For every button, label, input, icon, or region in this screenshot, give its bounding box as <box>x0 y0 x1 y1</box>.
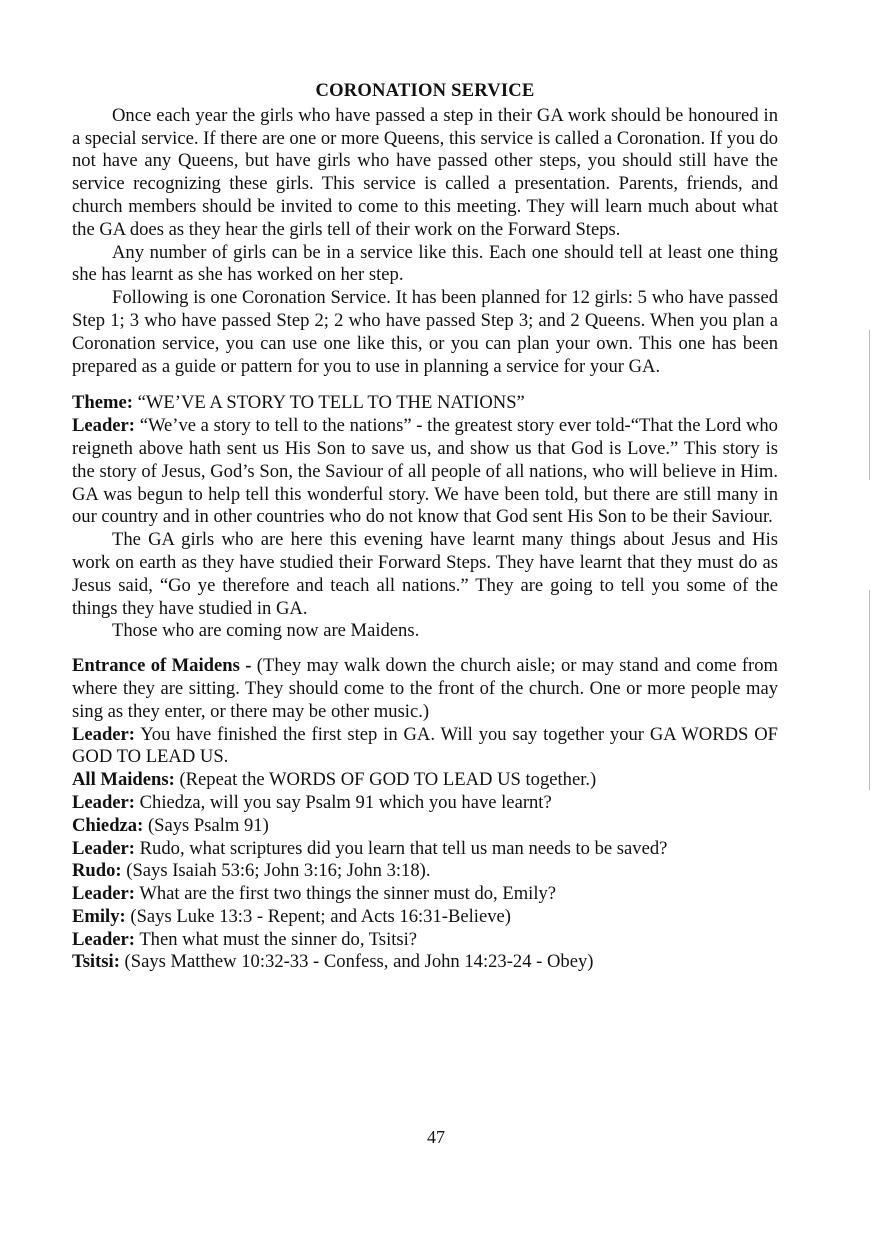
entrance-instruction <box>72 655 778 723</box>
scan-edge-mark <box>869 590 870 790</box>
dialogue-text: What are the first two things the sinner must do, Emily? <box>139 883 557 905</box>
dialogue-line <box>72 951 778 974</box>
maidens-paragraph: Those who are coming now are Maidens. <box>112 620 420 642</box>
dialogue-text: (Says Matthew 10:32-33 - Confess, and John 14:23-24 - Obey) <box>124 951 594 973</box>
scan-edge-mark <box>869 330 870 480</box>
dialogue-text: Rudo, what scriptures did you learn that tell us man needs to be saved? <box>139 837 668 859</box>
dialogue-line <box>72 769 778 792</box>
girls-paragraph: The GA girls who are here this evening have learnt many things about Jesus and His work on earth as they have studied their Forward Steps. They have learnt that they must do as Jesus said, “Go ye therefore and teach all nations.” They are going to tell you some of the things they have studied in GA. <box>72 529 778 619</box>
intro-paragraph-1: Once each year the girls who have passed a step in their GA work should be honoured in a special service. If there are one or more Queens, this service is called a Coronation. If you do not have any Queens, but have girls who have passed other steps, you should still have the service recognizing these girls. This service is called a presentation. Parents, friends, and church members should be invited to come to this meeting. They will learn much about what the GA does as they hear the girls tell of their work on the Forward Steps. <box>72 104 778 240</box>
dialogue-list <box>72 724 778 975</box>
entrance-text: (They may walk down the church aisle; or may stand and come from where they are sitting. They should come to the front of the church. One or more people may sing as they enter, or there may be other music.) <box>72 655 778 722</box>
speaker-label: Leader: <box>72 837 135 859</box>
speaker-label: Chiedza: <box>72 814 144 836</box>
dialogue-line <box>72 838 778 861</box>
dialogue-text: Chiedza, will you say Psalm 91 which you have learnt? <box>139 791 552 813</box>
entrance-label: Entrance of Maidens - <box>72 655 252 677</box>
dialogue-text: (Says Psalm 91) <box>147 814 269 836</box>
dialogue-line <box>72 860 778 883</box>
page-title: CORONATION SERVICE <box>315 80 535 101</box>
speaker-label: Tsitsi: <box>72 951 120 973</box>
leader-intro <box>72 415 778 529</box>
intro-paragraph-3: Following is one Coronation Service. It has been planned for 12 girls: 5 who have passed Step 1; 3 who have passed Step 2; 2 who have passed Step 3; and 2 Queens. When you plan a Coronation service, you can use one like this, or you can plan your own. This one has been prepared as a guide or pattern for you to use in planning a service for your GA. <box>72 287 778 377</box>
dialogue-text: Then what must the sinner do, Tsitsi? <box>139 928 418 950</box>
dialogue-text: (Says Luke 13:3 - Repent; and Acts 16:31-Believe) <box>130 905 511 927</box>
speaker-label: Leader: <box>72 723 135 745</box>
speaker-label: Leader: <box>72 928 135 950</box>
speaker-label: All Maidens: <box>72 769 175 791</box>
speaker-label: Emily: <box>72 905 126 927</box>
dialogue-line <box>72 724 778 770</box>
dialogue-line <box>72 883 778 906</box>
dialogue-line <box>72 929 778 952</box>
dialogue-line <box>72 906 778 929</box>
dialogue-text: (Says Isaiah 53:6; John 3:16; John 3:18). <box>126 860 431 882</box>
page-number: 47 <box>427 1127 445 1147</box>
leader-intro-text: “We’ve a story to tell to the nations” - the greatest story ever told-“That the Lord who reigneth above hath sent us His Son to save us, and show us that God is Love.” This story is the story of Jesus, God’s Son, the Saviour of all people of all nations, who will believe in Him. GA was begun to help tell this wonderful story. We have been told, but there are still many in our country and in other countries who do not know that God sent His Son to be their Saviour. <box>72 415 778 528</box>
dialogue-line <box>72 792 778 815</box>
speaker-label: Leader: <box>72 791 135 813</box>
intro-paragraph-2: Any number of girls can be in a service like this. Each one should tell at least one thing she has learnt as she has worked on her step. <box>72 241 778 286</box>
page-body <box>72 80 778 974</box>
theme-text: “WE’VE A STORY TO TELL TO THE NATIONS” <box>137 392 525 414</box>
theme-label: Theme: <box>72 392 133 414</box>
dialogue-text: You have finished the first step in GA. Will you say together your GA WORDS OF GOD TO LEAD US. <box>72 723 778 768</box>
theme-line <box>72 392 778 415</box>
speaker-label: Rudo: <box>72 860 122 882</box>
dialogue-line <box>72 815 778 838</box>
leader-label: Leader: <box>72 415 135 437</box>
speaker-label: Leader: <box>72 883 135 905</box>
dialogue-text: (Repeat the WORDS OF GOD TO LEAD US together.) <box>179 769 597 791</box>
